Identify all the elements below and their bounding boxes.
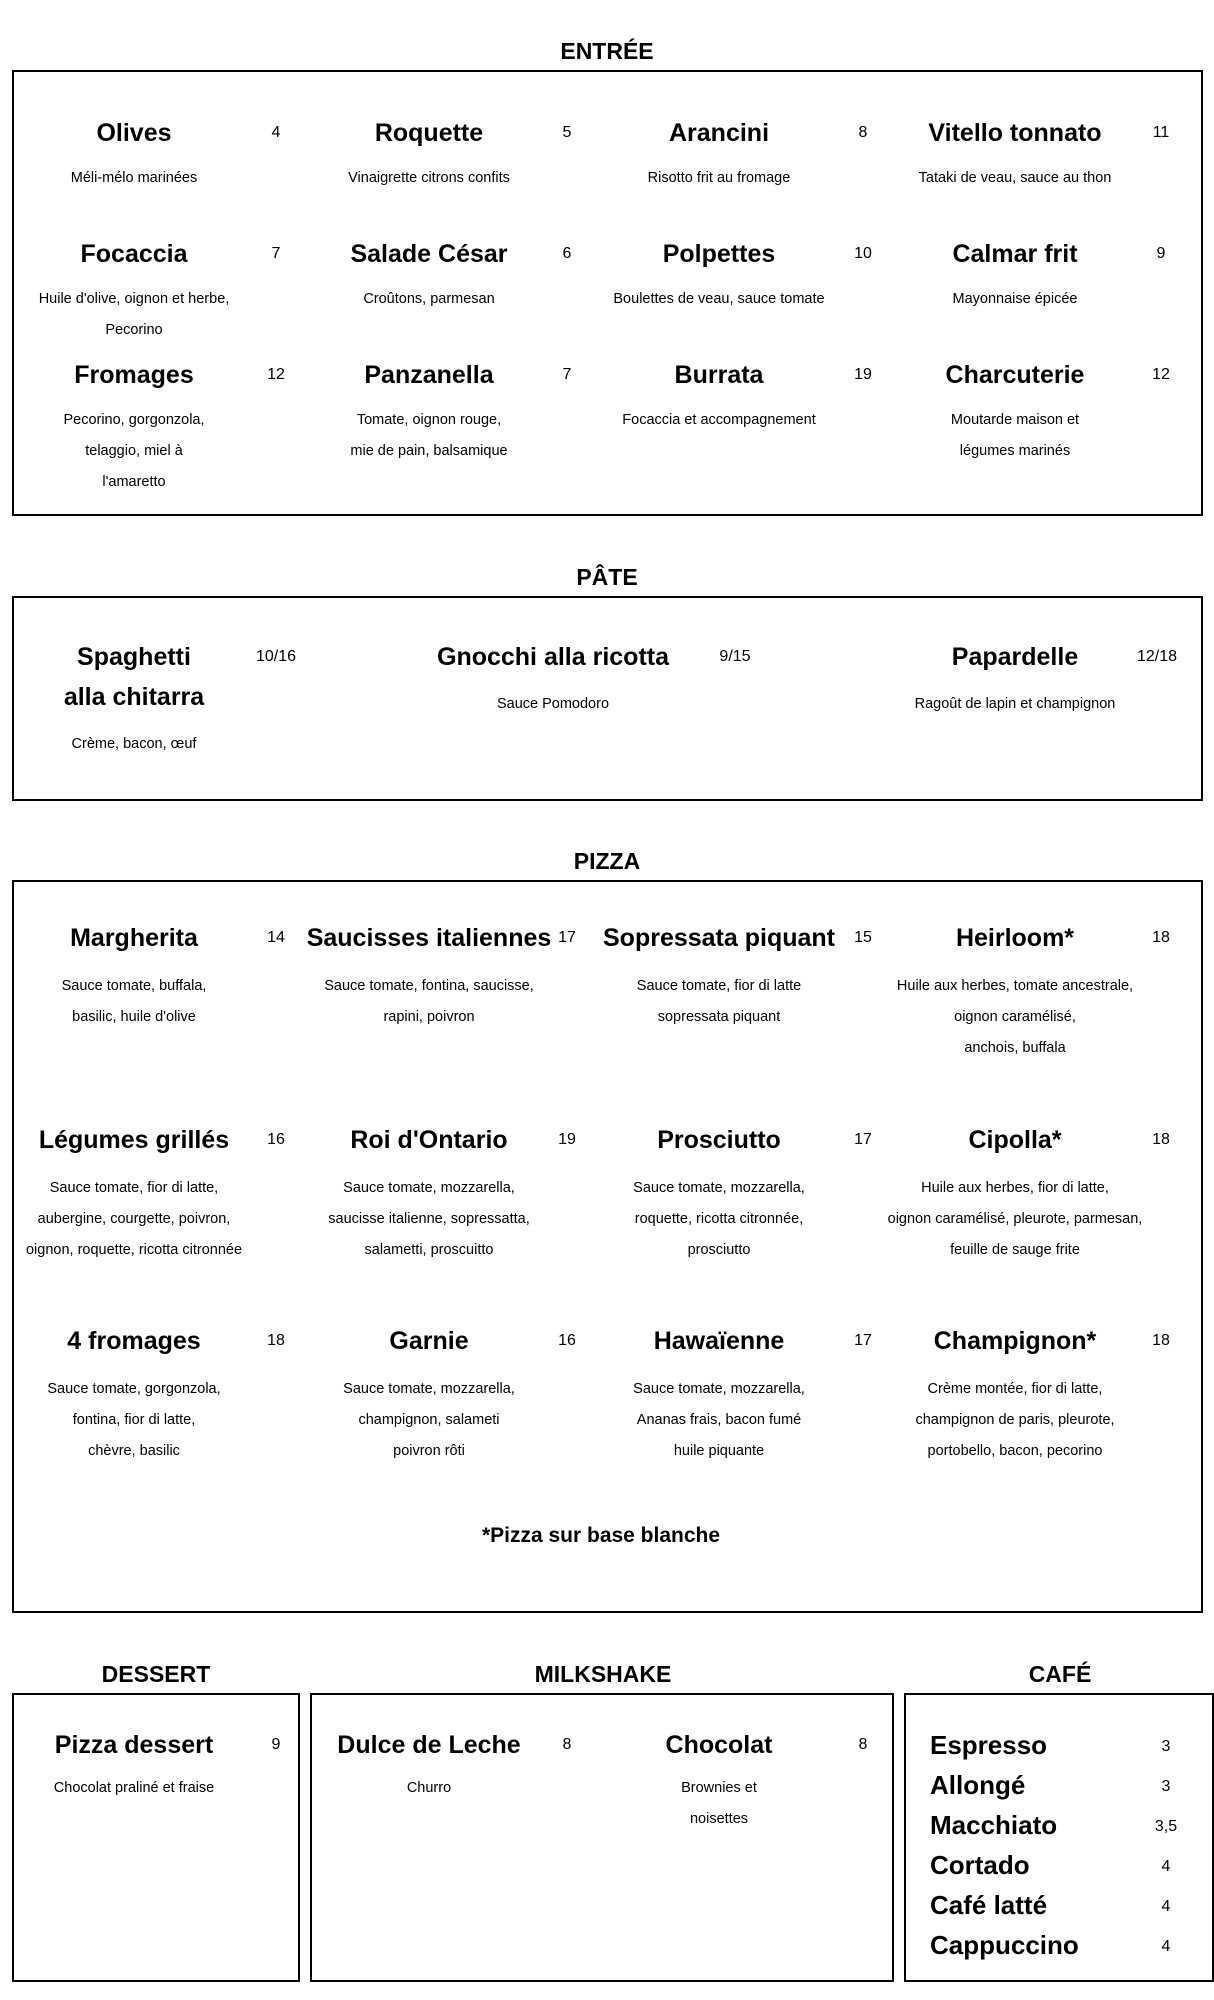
item-description (574, 971, 864, 1033)
item-name: Vitello tonnato (928, 119, 1102, 147)
item-description (0, 163, 279, 194)
item-description-line: Pecorino, gorgonzola, (63, 412, 205, 428)
item-description-line: oignon caramélisé, pleurote, parmesan, (887, 1211, 1143, 1227)
item-name: Olives (96, 119, 172, 147)
item-price: 8 (858, 124, 868, 141)
cafe-item (906, 1725, 1212, 1765)
item-name: Spaghetti (77, 643, 191, 671)
section-title-entree: ENTRÉE (560, 38, 654, 64)
section-title-dessert: DESSERT (101, 1661, 211, 1687)
cafe-item-name: Cortado (930, 1850, 1030, 1880)
item-price: 9/15 (719, 648, 751, 665)
item-description (284, 163, 574, 194)
cafe-item-name: Cappuccino (930, 1930, 1079, 1960)
item-description (284, 284, 574, 315)
item-description-line: Focaccia et accompagnement (622, 412, 816, 428)
item-price: 17 (854, 1332, 872, 1349)
item-description-line: portobello, bacon, pecorino (927, 1443, 1103, 1459)
item-description-line: rapini, poivron (383, 1009, 475, 1025)
item-price: 18 (1152, 1131, 1170, 1148)
item-description-line: l'amaretto (102, 474, 166, 490)
item-name: Légumes grillés (38, 1126, 230, 1154)
item-price: 12/18 (1136, 648, 1178, 665)
section-title-milkshake: MILKSHAKE (534, 1661, 672, 1687)
item-description (574, 405, 864, 436)
item-price: 9 (271, 1736, 281, 1753)
item-description-line: Croûtons, parmesan (363, 291, 495, 307)
item-description-line: Crème, bacon, œuf (71, 736, 197, 752)
item-description-line: salametti, proscuitto (364, 1242, 494, 1258)
item-name: 4 fromages (67, 1327, 201, 1355)
item-price: 18 (1152, 929, 1170, 946)
item-price: 16 (558, 1332, 576, 1349)
item-name: Panzanella (364, 361, 494, 389)
item-name: Sopressata piquant (603, 924, 835, 952)
item-description-line: Sauce tomate, fontina, saucisse, (324, 978, 534, 994)
item-description-line: huile piquante (673, 1443, 765, 1459)
item-name: Focaccia (80, 240, 188, 268)
cafe-item-name: Macchiato (930, 1810, 1058, 1840)
item-description-line: basilic, huile d'olive (72, 1009, 196, 1025)
item-description-line: Mayonnaise épicée (952, 291, 1078, 307)
item-name: Roi d'Ontario (350, 1126, 508, 1154)
section-title-pate: PÂTE (576, 564, 638, 590)
item-description (574, 163, 864, 194)
item-description-line: Sauce tomate, gorgonzola, (47, 1381, 221, 1397)
item-description (0, 1374, 279, 1467)
item-name: Arancini (668, 119, 770, 147)
item-name: Gnocchi alla ricotta (436, 643, 670, 671)
item-price: 17 (558, 929, 576, 946)
item-description (0, 284, 279, 346)
cafe-item-name: Espresso (930, 1730, 1048, 1760)
item-description-line: oignon caramélisé, (954, 1009, 1076, 1025)
item-description (870, 689, 1160, 720)
item-name: Pizza dessert (54, 1731, 214, 1759)
item-description (870, 971, 1160, 1064)
item-description-line: oignon, roquette, ricotta citronnée (25, 1242, 243, 1258)
cafe-box (904, 1693, 1214, 1982)
cafe-item (906, 1845, 1212, 1885)
item-description (870, 405, 1160, 467)
item-price: 4 (271, 124, 281, 141)
item-description (408, 689, 698, 720)
item-description-line: Moutarde maison et (950, 412, 1080, 428)
item-price: 9 (1156, 245, 1166, 262)
item-price: 10 (854, 245, 872, 262)
item-name: Champignon* (933, 1327, 1097, 1355)
cafe-item (906, 1805, 1212, 1845)
item-description-line: Risotto frit au fromage (647, 170, 791, 186)
item-description-line: Brownies et (681, 1780, 757, 1796)
cafe-item (906, 1925, 1212, 1965)
item-description-line: fontina, fior di latte, (72, 1412, 196, 1428)
cafe-item-price: 3 (1161, 1778, 1171, 1795)
item-description (870, 1374, 1160, 1467)
cafe-item-name: Allongé (930, 1770, 1026, 1800)
item-description (284, 971, 574, 1033)
item-name: Charcuterie (945, 361, 1085, 389)
pizza-note: *Pizza sur base blanche (481, 1524, 721, 1547)
item-description-line: Méli-mélo marinées (70, 170, 198, 186)
item-description-line: Huile d'olive, oignon et herbe, (38, 291, 230, 307)
item-description-line: Ananas frais, bacon fumé (636, 1412, 802, 1428)
item-price: 17 (854, 1131, 872, 1148)
item-description (574, 284, 864, 315)
cafe-item-price: 4 (1161, 1858, 1171, 1875)
item-name: Roquette (374, 119, 484, 147)
item-description-line: champignon, salameti (358, 1412, 500, 1428)
item-name: Fromages (74, 361, 194, 389)
item-description-line: feuille de sauge frite (950, 1242, 1080, 1258)
item-price: 10/16 (255, 648, 297, 665)
item-name: Chocolat (665, 1731, 773, 1759)
cafe-item (906, 1765, 1212, 1805)
item-price: 11 (1152, 124, 1170, 141)
item-name: Saucisses italiennes (306, 924, 552, 952)
item-description-line: Huile aux herbes, tomate ancestrale, (896, 978, 1134, 994)
item-description-line: saucisse italienne, sopressatta, (328, 1211, 530, 1227)
item-description-line: mie de pain, balsamique (350, 443, 508, 459)
item-description-line: chèvre, basilic (88, 1443, 180, 1459)
item-description (284, 405, 574, 467)
item-price: 12 (1152, 366, 1170, 383)
item-description-line: Tataki de veau, sauce au thon (918, 170, 1112, 186)
item-price: 8 (858, 1736, 868, 1753)
item-description-line: prosciutto (687, 1242, 751, 1258)
item-description (0, 971, 279, 1033)
item-description-line: Sauce tomate, fior di latte, (49, 1180, 219, 1196)
item-name: Margherita (70, 924, 198, 952)
item-price: 19 (558, 1131, 576, 1148)
item-name: Polpettes (662, 240, 776, 268)
item-description (0, 1773, 279, 1804)
item-name: Garnie (389, 1327, 469, 1355)
item-description-line: Sauce tomate, mozzarella, (633, 1180, 805, 1196)
item-price: 12 (267, 366, 285, 383)
item-description-line: anchois, buffala (964, 1040, 1066, 1056)
item-description-line: Chocolat praliné et fraise (53, 1780, 215, 1796)
item-description-line: Ragoût de lapin et champignon (914, 696, 1116, 712)
item-description-line: Tomate, oignon rouge, (356, 412, 502, 428)
item-description-line: Churro (406, 1780, 452, 1796)
item-description-line: Sauce tomate, mozzarella, (633, 1381, 805, 1397)
item-price: 7 (562, 366, 572, 383)
item-price: 5 (562, 124, 572, 141)
item-description (870, 1173, 1160, 1266)
item-name: Prosciutto (657, 1126, 781, 1154)
cafe-item (906, 1885, 1212, 1925)
item-price: 7 (271, 245, 281, 262)
item-price: 15 (854, 929, 872, 946)
item-description-line: Sauce tomate, mozzarella, (343, 1381, 515, 1397)
cafe-item-price: 3,5 (1154, 1818, 1178, 1835)
item-description-line: Huile aux herbes, fior di latte, (921, 1180, 1109, 1196)
item-price: 18 (1152, 1332, 1170, 1349)
item-description (0, 1173, 279, 1266)
item-name: Calmar frit (952, 240, 1078, 268)
item-description (284, 1374, 574, 1467)
item-description-line: Sauce Pomodoro (496, 696, 610, 712)
item-price: 14 (267, 929, 285, 946)
item-description-line: Sauce tomate, fior di latte (636, 978, 802, 994)
item-name-line-2: alla chitarra (63, 683, 205, 711)
item-name: Cipolla* (968, 1126, 1062, 1154)
item-name: Salade César (350, 240, 508, 268)
section-title-cafe: CAFÉ (1028, 1661, 1092, 1687)
item-name: Papardelle (951, 643, 1079, 671)
cafe-item-price: 3 (1161, 1738, 1171, 1755)
item-description-line: Sauce tomate, mozzarella, (343, 1180, 515, 1196)
item-description-line: roquette, ricotta citronnée, (634, 1211, 804, 1227)
item-name: Dulce de Leche (337, 1731, 521, 1759)
item-description-line: poivron rôti (393, 1443, 465, 1459)
item-description-line: telaggio, miel à (85, 443, 183, 459)
item-description (0, 729, 279, 760)
item-description-line: aubergine, courgette, poivron, (37, 1211, 231, 1227)
item-description-line: légumes marinés (959, 443, 1071, 459)
cafe-item-price: 4 (1161, 1898, 1171, 1915)
item-description-line: Vinaigrette citrons confits (348, 170, 510, 186)
item-description-line: Boulettes de veau, sauce tomate (613, 291, 825, 307)
item-description (0, 405, 279, 498)
item-description (870, 284, 1160, 315)
item-price: 6 (562, 245, 572, 262)
item-description-line: champignon de paris, pleurote, (915, 1412, 1115, 1428)
item-description-line: Pecorino (105, 322, 163, 338)
item-description-line: sopressata piquant (657, 1009, 781, 1025)
item-price: 16 (267, 1131, 285, 1148)
item-name: Heirloom* (955, 924, 1075, 952)
item-description (574, 1374, 864, 1467)
item-description (574, 1773, 864, 1835)
item-description-line: Crème montée, fior di latte, (927, 1381, 1103, 1397)
item-description (574, 1173, 864, 1266)
item-name: Hawaïenne (653, 1327, 785, 1355)
item-description (284, 1773, 574, 1804)
item-name: Burrata (674, 361, 764, 389)
section-title-pizza: PIZZA (573, 848, 641, 874)
item-description (870, 163, 1160, 194)
item-description-line: noisettes (689, 1811, 749, 1827)
item-description-line: Sauce tomate, buffala, (61, 978, 207, 994)
item-price: 8 (562, 1736, 572, 1753)
item-price: 19 (854, 366, 872, 383)
cafe-item-price: 4 (1161, 1938, 1171, 1955)
item-description (284, 1173, 574, 1266)
cafe-item-name: Café latté (930, 1890, 1048, 1920)
item-price: 18 (267, 1332, 285, 1349)
